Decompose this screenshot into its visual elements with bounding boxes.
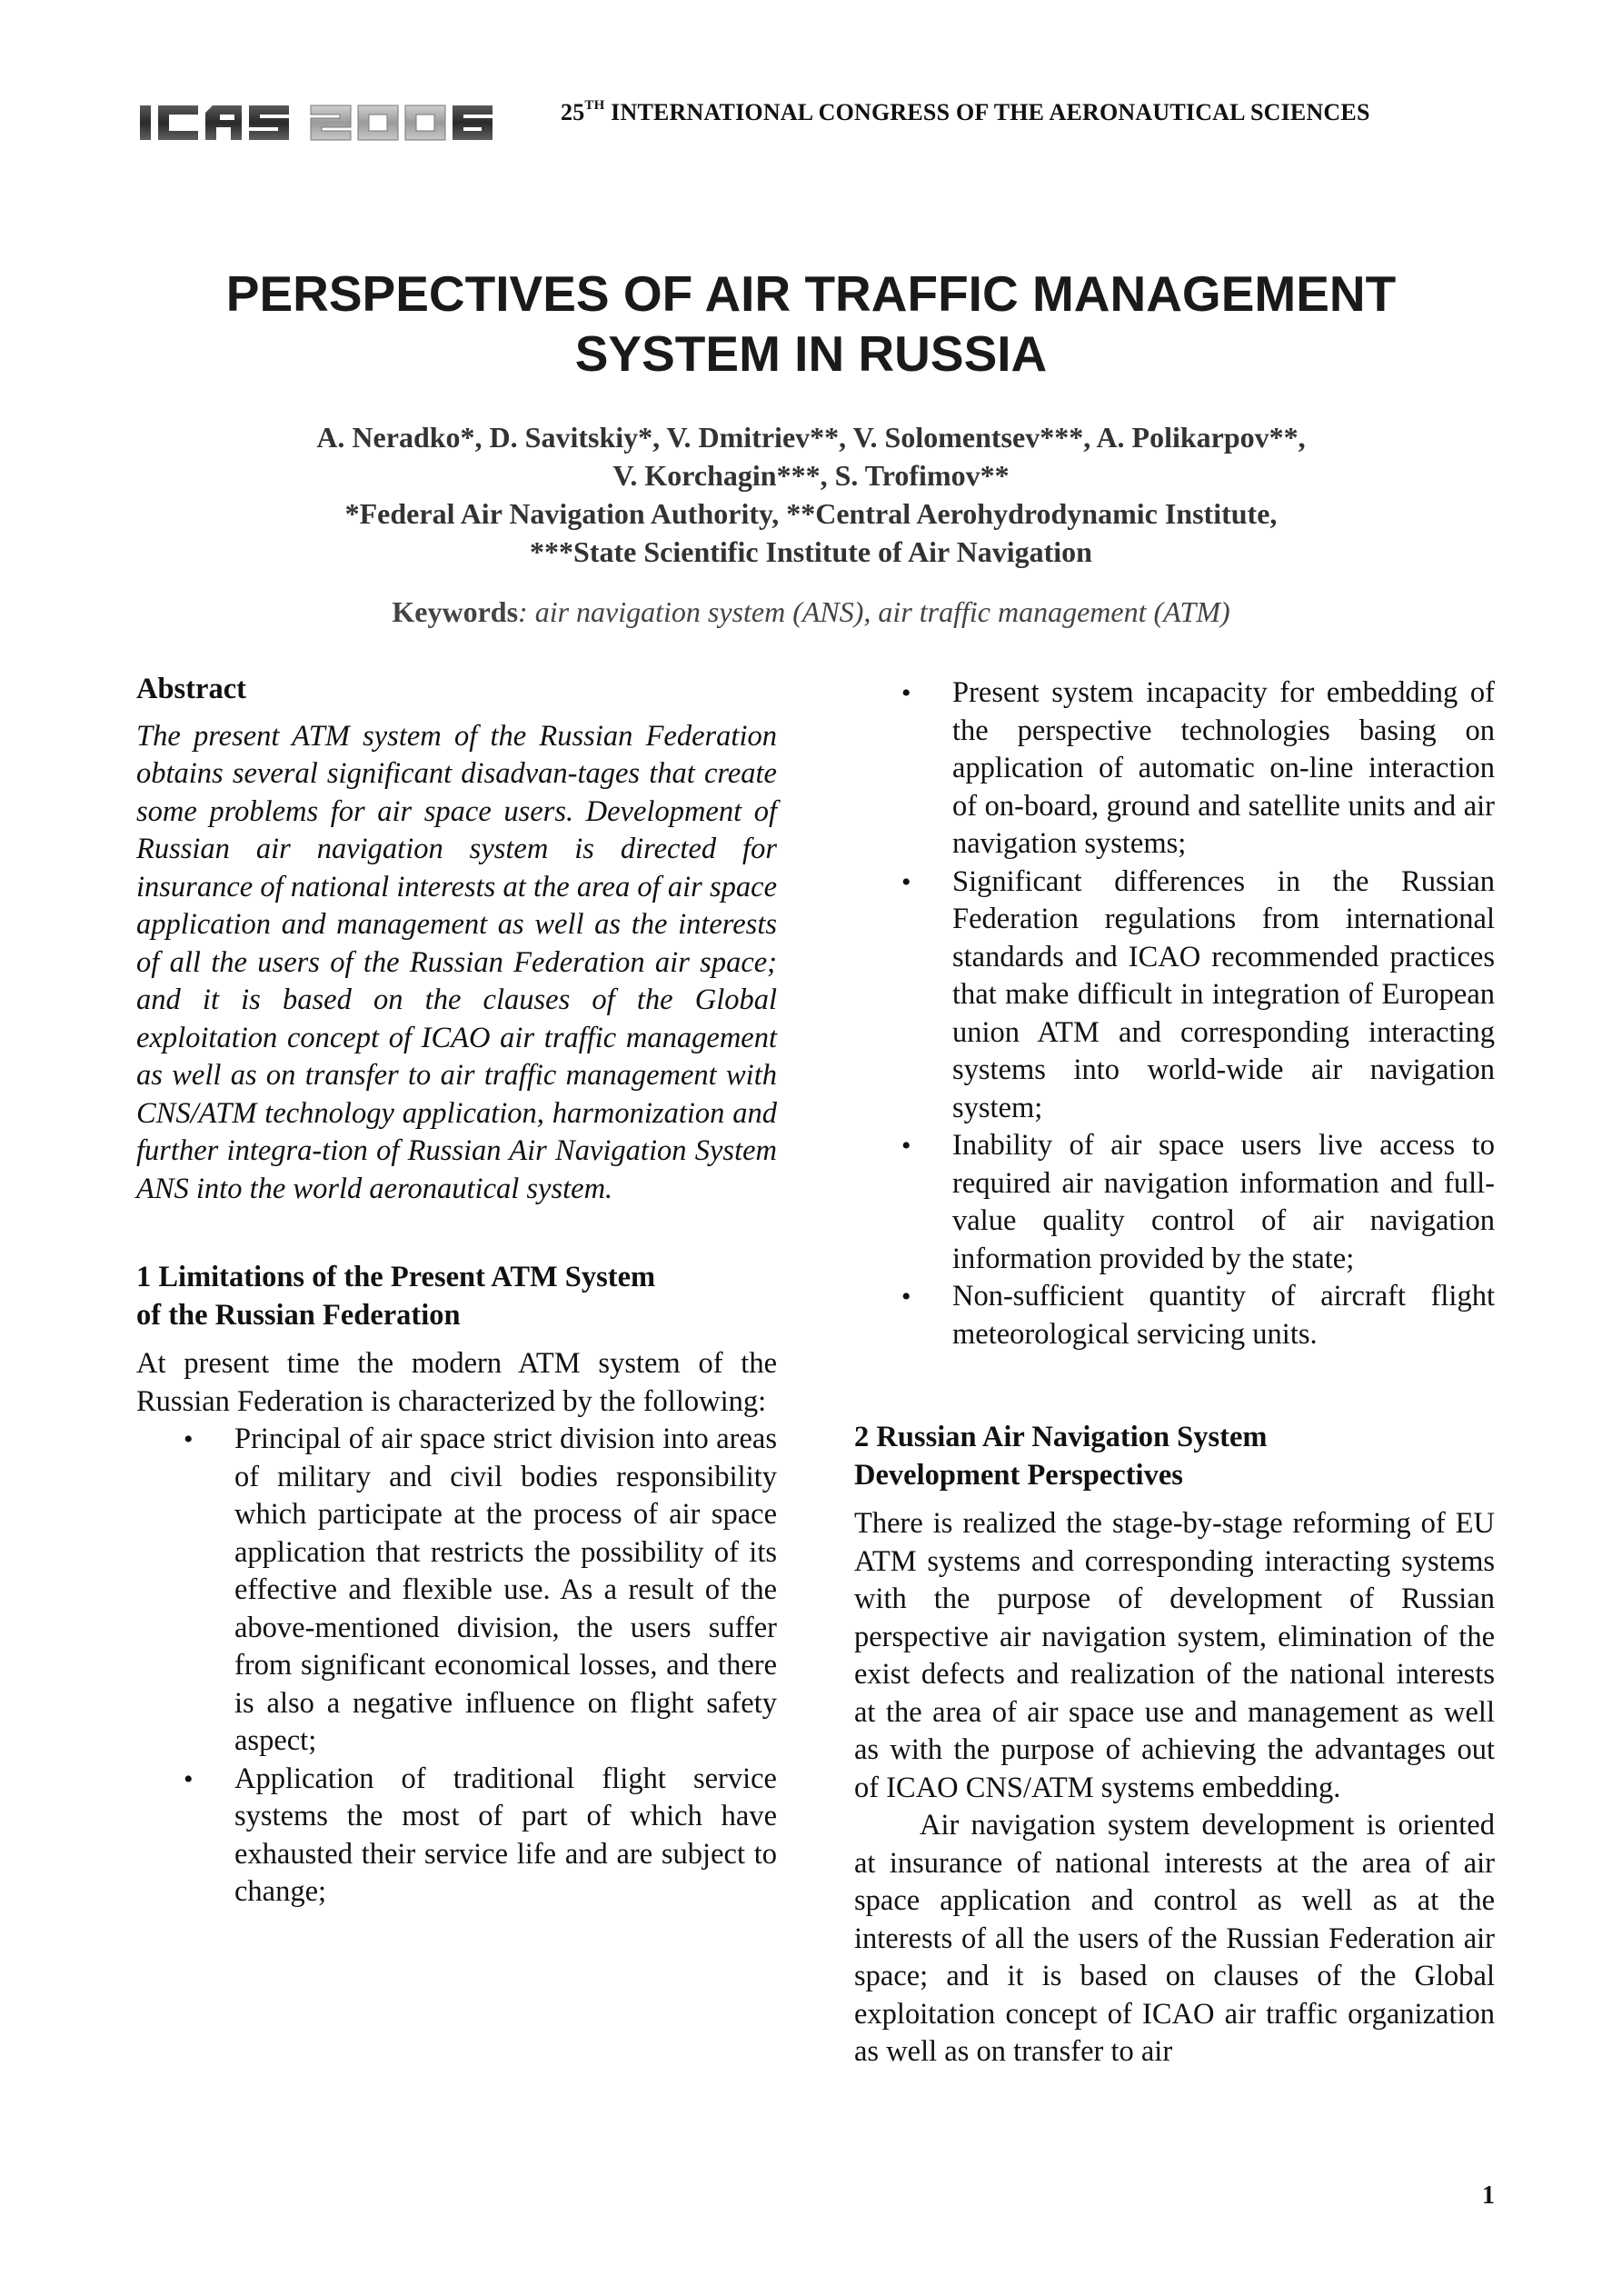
- abstract-heading: Abstract: [136, 673, 246, 705]
- authors-block: [136, 418, 1486, 571]
- authors-line-1: A. Neradko*, D. Savitskiy*, V. Dmitriev**, V. Solomentsev***, A. Polikarpov**,: [316, 421, 1306, 454]
- list-item: [136, 1761, 777, 1912]
- section-1-heading-line-1: 1 Limitations of the Present ATM System: [136, 1261, 656, 1293]
- section-1-heading: [136, 1259, 777, 1334]
- paper-title: [136, 264, 1486, 384]
- bullet-icon: •: [184, 1424, 194, 1454]
- congress-title: INTERNATIONAL CONGRESS OF THE AERONAUTICAL SCIENCES: [604, 99, 1370, 125]
- list-item-text: Present system incapacity for embedding of the perspective technologies basing on application of automatic on-line interaction of on-board, ground and satellite units and air navigation systems;: [952, 676, 1495, 860]
- right-bullet-list: [854, 674, 1495, 1353]
- list-item-text: Inability of air space users live access to required air navigation information and full-value quality control of air navigation information provided by the state;: [952, 1129, 1495, 1275]
- section-2-paragraph-1: There is realized the stage-by-stage reforming of EU ATM systems and corresponding interacting systems with the purpose of development of Russian perspective air navigation system, elimination of the exist defects and realization of the national interests at the area of air space use and management as well as with the purpose of achieving the advantages out of ICAO CNS/ATM systems embedding.: [854, 1507, 1495, 1804]
- list-item-text: Principal of air space strict division into areas of military and civil bodies responsibility which participate at the process of air space application that restricts the possibility of its effective and flexible use. As a result of the above-mentioned division, the users suffer from significant economical losses, and there is also a negative influence on flight safety aspect;: [234, 1423, 777, 1757]
- section-2-paragraph-2: Air navigation system development is oriented at insurance of national interests at the area of air space application and control as well as at the interests of all the users of the Russian Federation air space; and it is based on clauses of the Global exploitation concept of ICAO air traffic organization as well as on transfer to air: [854, 1809, 1495, 2068]
- congress-ordinal: 25: [561, 99, 585, 125]
- congress-name: [561, 98, 1501, 126]
- list-item-text: Non-sufficient quantity of aircraft flight meteorological servicing units.: [952, 1280, 1495, 1351]
- section-2-heading-line-1: 2 Russian Air Navigation System: [854, 1421, 1268, 1453]
- bullet-icon: •: [901, 866, 911, 897]
- bullet-icon: •: [901, 1282, 911, 1312]
- section-2-heading: [854, 1419, 1495, 1494]
- list-item: [854, 674, 1495, 863]
- right-column: [854, 674, 1495, 2071]
- affiliation-line-2: ***State Scientific Institute of Air Navigation: [530, 535, 1092, 568]
- keywords-label: Keywords: [392, 595, 519, 628]
- abstract-text: The present ATM system of the Russian Federation obtains several significant disadvan-tages that create some problems for air space users. Development of Russian air navigation system is directed for insurance of national interests at the area of air space application and management as well as the interests of all the users of the Russian Federation air space; and it is based on the clauses of the Global exploitation concept of ICAO air traffic management as well as on transfer to air traffic management with CNS/ATM technology application, harmonization and further integra-tion of Russian Air Navigation System ANS into the world aeronautical system.: [136, 719, 777, 1205]
- section-1-intro: At present time the modern ATM system of the Russian Federation is characterized by the following:: [136, 1347, 777, 1418]
- keywords-text: : air navigation system (ANS), air traffic management (ATM): [518, 595, 1230, 628]
- title-line-1: PERSPECTIVES OF AIR TRAFFIC MANAGEMENT: [225, 265, 1397, 322]
- keywords-line: [136, 593, 1486, 631]
- list-item: [854, 1278, 1495, 1353]
- icas-2006-logo: [138, 100, 502, 145]
- page-number: 1: [1482, 2181, 1495, 2210]
- section-2-heading-line-2: Development Perspectives: [854, 1458, 1183, 1492]
- bullet-icon: •: [184, 1763, 194, 1794]
- list-item-text: Significant differences in the Russian Federation regulations from international standards and ICAO recommended practices that make difficult in integration of European union ATM and corresponding interacting systems into world-wide air navigation system;: [952, 864, 1495, 1124]
- affiliation-line-1: *Federal Air Navigation Authority, **Central Aerohydrodynamic Institute,: [344, 497, 1278, 530]
- title-line-2: SYSTEM IN RUSSIA: [574, 325, 1048, 382]
- section-1-heading-line-2: of the Russian Federation: [136, 1298, 461, 1332]
- page-header: [138, 95, 1501, 153]
- left-column: [136, 671, 777, 1912]
- congress-ordinal-suffix: TH: [584, 98, 605, 113]
- bullet-icon: •: [901, 1131, 911, 1161]
- list-item-text: Application of traditional flight service systems the most of part of which have exhausted their service life and are subject to change;: [234, 1762, 777, 1908]
- section-1-bullet-list: [136, 1421, 777, 1912]
- list-item: [854, 863, 1495, 1128]
- list-item: [136, 1421, 777, 1761]
- authors-line-2: V. Korchagin***, S. Trofimov**: [612, 459, 1010, 492]
- list-item: [854, 1127, 1495, 1278]
- bullet-icon: •: [901, 678, 911, 708]
